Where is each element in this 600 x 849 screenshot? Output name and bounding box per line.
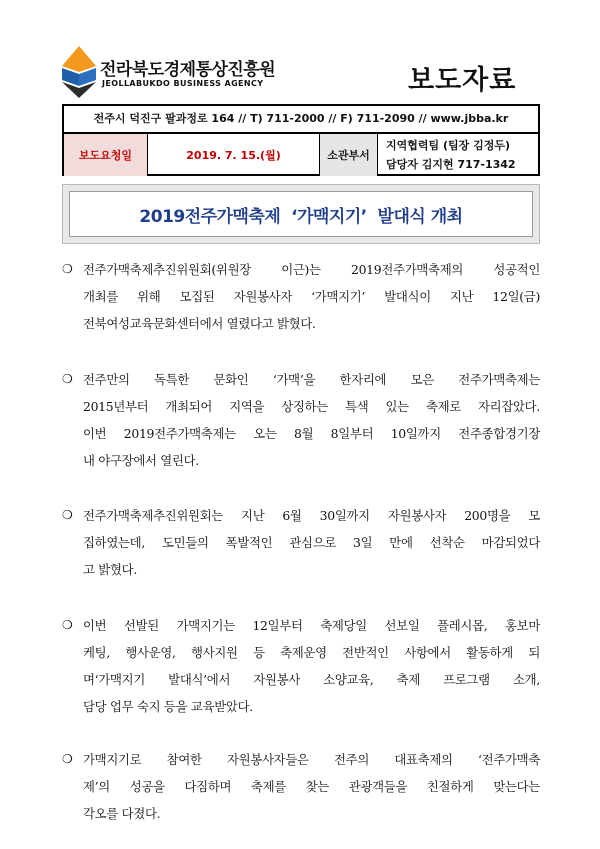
department-team: 지역협력팀 (팀장 김정두) bbox=[386, 139, 510, 152]
paragraph-line: 고 밝혔다. bbox=[83, 562, 137, 577]
paragraph-line: 며‘가맥지기 발대식’에서 자원봉사 소양교육, 축제 프로그램 소개, bbox=[83, 672, 540, 687]
department-contact: 담당자 김지현 717-1342 bbox=[386, 158, 516, 171]
request-date-label: 보도요청일 bbox=[64, 134, 148, 176]
org-name-korean: 전라북도경제통상진흥원 bbox=[100, 60, 276, 80]
paragraph-line: 2015년부터 개최되어 지역을 상징하는 특색 있는 축제로 자리잡았다. bbox=[83, 399, 540, 414]
paragraph-line: 집하였는데, 도민들의 폭발적인 관심으로 3일 만에 선착순 마감되었다 bbox=[83, 535, 540, 550]
document-type-title: 보도자료 bbox=[408, 65, 517, 96]
headline: 2019전주가맥축제 ‘가맥지기’ 발대식 개최 bbox=[139, 206, 463, 227]
headline-inner bbox=[69, 191, 533, 237]
paragraph-line: 전주가맥축제추진위원회는 지난 6월 30일까지 자원봉사자 200명을 모 bbox=[83, 508, 540, 523]
bullet-icon: ❍ bbox=[62, 372, 73, 386]
bullet-icon: ❍ bbox=[62, 752, 73, 766]
paragraph-line: 이번 2019전주가맥축제는 오는 8월 8일부터 10일까지 전주종합경기장 bbox=[83, 426, 540, 441]
info-table bbox=[62, 104, 540, 176]
contact-line: 전주시 덕진구 팔과정로 164 // T) 711-2000 // F) 711-2090 // www.jbba.kr bbox=[64, 106, 538, 134]
paragraph-1 bbox=[62, 256, 540, 337]
headline-box bbox=[62, 184, 540, 244]
paragraph-4 bbox=[62, 612, 540, 720]
paragraph-line: 각오를 다졌다. bbox=[83, 806, 161, 821]
paragraph-line: 전주가맥축제추진위원회(위원장 이근)는 2019전주가맥축제의 성공적인 bbox=[83, 262, 540, 277]
paragraph-line: 전북여성교육문화센터에서 열렸다고 밝혔다. bbox=[83, 316, 316, 331]
paragraph-line: 개최를 위해 모집된 자원봉사자 ‘가맥지기’ 발대식이 지난 12일(금) bbox=[83, 289, 540, 304]
paragraph-line: 내 야구장에서 열린다. bbox=[83, 453, 199, 468]
paragraph-3 bbox=[62, 502, 540, 583]
paragraph-5 bbox=[62, 746, 540, 827]
bullet-icon: ❍ bbox=[62, 262, 73, 276]
org-name-english: JEOLLABUKDO BUSINESS AGENCY bbox=[102, 79, 264, 88]
paragraph-line: 제’의 성공을 다짐하며 축제를 찾는 관광객들을 친절하게 맞는다는 bbox=[83, 779, 540, 794]
paragraph-line: 담당 업무 숙지 등을 교육받았다. bbox=[83, 699, 253, 714]
paragraph-line: 가맥지기로 참여한 자원봉사자들은 전주의 대표축제의 ‘전주가맥축 bbox=[83, 752, 540, 767]
bullet-icon: ❍ bbox=[62, 618, 73, 632]
paragraph-2 bbox=[62, 366, 540, 474]
paragraph-line: 케팅, 행사운영, 행사지원 등 축제운영 전반적인 사항에서 활동하게 되 bbox=[83, 645, 540, 660]
paragraph-line: 이번 선발된 가맥지기는 12일부터 축제당일 선보일 플레시몹, 홍보마 bbox=[83, 618, 540, 633]
department-label: 소관부서 bbox=[320, 134, 378, 176]
request-date-value: 2019. 7. 15.(월) bbox=[148, 134, 320, 176]
bullet-icon: ❍ bbox=[62, 508, 73, 522]
paragraph-line: 전주만의 독특한 문화인 ‘가맥’을 한자리에 모은 전주가맥축제는 bbox=[83, 372, 540, 387]
department-info bbox=[378, 134, 538, 176]
agency-logo-icon bbox=[62, 46, 96, 98]
